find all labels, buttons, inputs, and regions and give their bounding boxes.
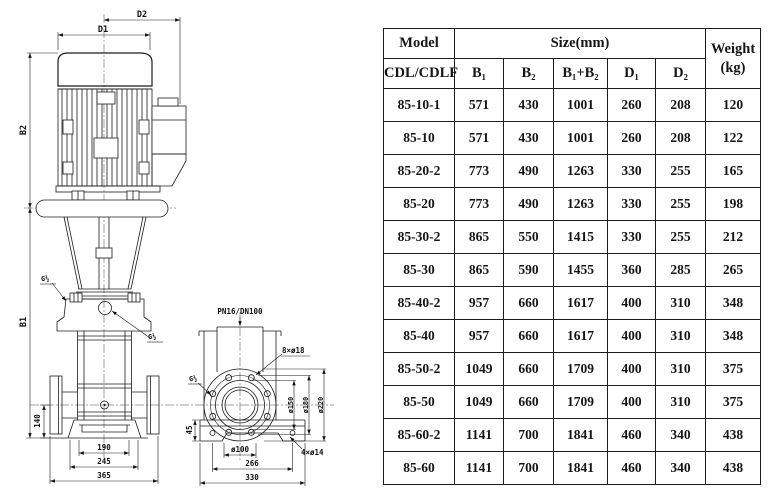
table-row — [384, 353, 761, 386]
cell-b1b2: 1617 — [554, 287, 608, 320]
cell-b1: 1049 — [455, 386, 504, 419]
cell-model: 85-30-2 — [384, 221, 455, 254]
cell-b1: 1141 — [455, 452, 504, 485]
header-weight-line1: Weight — [710, 41, 756, 58]
cell-b1: 957 — [455, 320, 504, 353]
cell-model: 85-20-2 — [384, 155, 455, 188]
cell-d2: 310 — [656, 386, 706, 419]
cell-d1: 460 — [608, 452, 656, 485]
table-head — [384, 29, 761, 89]
cell-b2: 660 — [504, 386, 554, 419]
dim-label-d1: D1 — [97, 25, 109, 35]
cell-weight: 438 — [706, 452, 761, 485]
nameplate — [94, 138, 118, 158]
gauge-port-label-right: G½ — [148, 333, 157, 341]
cell-d1: 330 — [608, 188, 656, 221]
table-row — [384, 254, 761, 287]
cell-b2: 490 — [504, 155, 554, 188]
dim-label-b1: B1 — [19, 316, 29, 328]
dim-label-b2: B2 — [19, 124, 29, 136]
cell-b1: 1141 — [455, 419, 504, 452]
cell-d2: 208 — [656, 122, 706, 155]
front-dimensions — [19, 10, 180, 484]
cell-b2: 700 — [504, 452, 554, 485]
cell-d2: 340 — [656, 452, 706, 485]
cell-b1: 773 — [455, 155, 504, 188]
coupling — [96, 248, 112, 258]
cell-d1: 330 — [608, 155, 656, 188]
cell-d2: 208 — [656, 89, 706, 122]
table-row — [384, 386, 761, 419]
cell-d2: 255 — [656, 221, 706, 254]
base-holes-label: 4×ø14 — [301, 448, 324, 457]
cell-model: 85-40-2 — [384, 287, 455, 320]
header-model-series: CDL/CDLF — [384, 59, 455, 89]
cell-d1: 400 — [608, 386, 656, 419]
cell-b1b2: 1455 — [554, 254, 608, 287]
cell-b1b2: 1841 — [554, 452, 608, 485]
cell-model: 85-10 — [384, 122, 455, 155]
cell-b1b2: 1001 — [554, 122, 608, 155]
dim-label-dia100: ø100 — [230, 445, 250, 454]
motor-flange — [56, 186, 160, 200]
header-row-1 — [384, 29, 761, 59]
cell-b1b2: 1263 — [554, 155, 608, 188]
motor-fins — [58, 89, 152, 186]
cell-d1: 330 — [608, 221, 656, 254]
cell-d1: 400 — [608, 320, 656, 353]
cell-model: 85-40 — [384, 320, 455, 353]
cell-d2: 285 — [656, 254, 706, 287]
cell-weight: 198 — [706, 188, 761, 221]
cell-b2: 660 — [504, 320, 554, 353]
table-row — [384, 188, 761, 221]
cell-model: 85-30 — [384, 254, 455, 287]
dim-label-365: 365 — [97, 471, 111, 480]
cell-d1: 400 — [608, 287, 656, 320]
flange-view — [185, 307, 326, 486]
head-plug — [99, 302, 112, 315]
cell-b2: 430 — [504, 89, 554, 122]
dim-label-190: 190 — [97, 443, 111, 452]
header-model: Model — [384, 29, 455, 59]
cell-weight: 120 — [706, 89, 761, 122]
cell-d1: 260 — [608, 89, 656, 122]
cell-weight: 265 — [706, 254, 761, 287]
dim-label-245: 245 — [97, 457, 111, 466]
cell-d2: 255 — [656, 155, 706, 188]
dim-label-d2: D2 — [136, 10, 148, 20]
flange-base — [200, 420, 305, 441]
cell-b1b2: 1415 — [554, 221, 608, 254]
cell-b1b2: 1841 — [554, 419, 608, 452]
cell-b1: 1049 — [455, 353, 504, 386]
flange-spec-label: PN16/DN100 — [217, 307, 263, 316]
dim-label-45: 45 — [185, 425, 194, 435]
cell-b1: 571 — [455, 89, 504, 122]
header-col-d1: D₁ — [608, 59, 656, 89]
lantern-shaft — [64, 217, 146, 289]
cell-model: 85-60 — [384, 452, 455, 485]
cell-weight: 348 — [706, 320, 761, 353]
cell-d2: 310 — [656, 320, 706, 353]
bolt-holes-label: 8×ø18 — [282, 346, 305, 355]
cell-b2: 550 — [504, 221, 554, 254]
cell-weight: 212 — [706, 221, 761, 254]
cell-weight: 122 — [706, 122, 761, 155]
cell-d1: 460 — [608, 419, 656, 452]
cell-b1b2: 1617 — [554, 320, 608, 353]
cell-b1b2: 1709 — [554, 353, 608, 386]
foot-hole — [210, 431, 215, 436]
dim-label-dia180: ø180 — [302, 396, 310, 414]
header-weight-line2: (kg) — [720, 59, 746, 76]
gauge-port-label-left: G½ — [41, 275, 50, 283]
cell-b2: 490 — [504, 188, 554, 221]
table-row — [384, 419, 761, 452]
pump-head-port-bar — [36, 200, 168, 217]
motor-cap — [58, 53, 152, 86]
cell-d2: 340 — [656, 419, 706, 452]
header-col-b1: B₁ — [455, 59, 504, 89]
cell-model: 85-50 — [384, 386, 455, 419]
lifting-lug — [97, 92, 115, 104]
cell-weight: 165 — [706, 155, 761, 188]
cell-b1b2: 1709 — [554, 386, 608, 419]
table-row — [384, 320, 761, 353]
cell-d1: 360 — [608, 254, 656, 287]
header-col-d2: D₂ — [656, 59, 706, 89]
cell-b1: 773 — [455, 188, 504, 221]
cell-model: 85-20 — [384, 188, 455, 221]
table-row — [384, 287, 761, 320]
cell-b2: 430 — [504, 122, 554, 155]
dim-label-dia220: ø220 — [317, 396, 325, 414]
cell-b2: 660 — [504, 287, 554, 320]
cell-d1: 260 — [608, 122, 656, 155]
table-row — [384, 89, 761, 122]
cell-b1: 571 — [455, 122, 504, 155]
dimension-table — [383, 28, 761, 485]
cell-weight: 375 — [706, 386, 761, 419]
header-col-b1b2: B₁+B₂ — [554, 59, 608, 89]
cell-d2: 255 — [656, 188, 706, 221]
dim-label-dia150: ø150 — [287, 396, 295, 414]
dim-label-266: 266 — [245, 459, 259, 468]
cell-d2: 310 — [656, 353, 706, 386]
table-row — [384, 221, 761, 254]
dim-label-330: 330 — [245, 473, 259, 482]
cell-b1: 957 — [455, 287, 504, 320]
header-weight — [706, 29, 761, 89]
dim-label-140: 140 — [33, 414, 42, 428]
cell-weight: 375 — [706, 353, 761, 386]
cell-model: 85-50-2 — [384, 353, 455, 386]
table-body — [384, 89, 761, 485]
cell-b1: 865 — [455, 254, 504, 287]
cell-b1b2: 1001 — [554, 89, 608, 122]
cell-b1b2: 1263 — [554, 188, 608, 221]
table-row — [384, 452, 761, 485]
table-row — [384, 155, 761, 188]
cell-b2: 590 — [504, 254, 554, 287]
cell-d1: 400 — [608, 353, 656, 386]
cell-b1: 865 — [455, 221, 504, 254]
cell-d2: 310 — [656, 287, 706, 320]
header-size-group: Size(mm) — [455, 29, 706, 59]
header-col-b2: B₂ — [504, 59, 554, 89]
cell-model: 85-10-1 — [384, 89, 455, 122]
terminal-box — [152, 98, 186, 186]
cell-b2: 660 — [504, 353, 554, 386]
header-row-2 — [384, 59, 761, 89]
table-row — [384, 122, 761, 155]
cell-b2: 700 — [504, 419, 554, 452]
cell-model: 85-60-2 — [384, 419, 455, 452]
pump-barrel — [78, 331, 132, 420]
cell-weight: 348 — [706, 287, 761, 320]
gauge-port-label-flange: G½ — [189, 375, 198, 383]
cell-weight: 438 — [706, 419, 761, 452]
